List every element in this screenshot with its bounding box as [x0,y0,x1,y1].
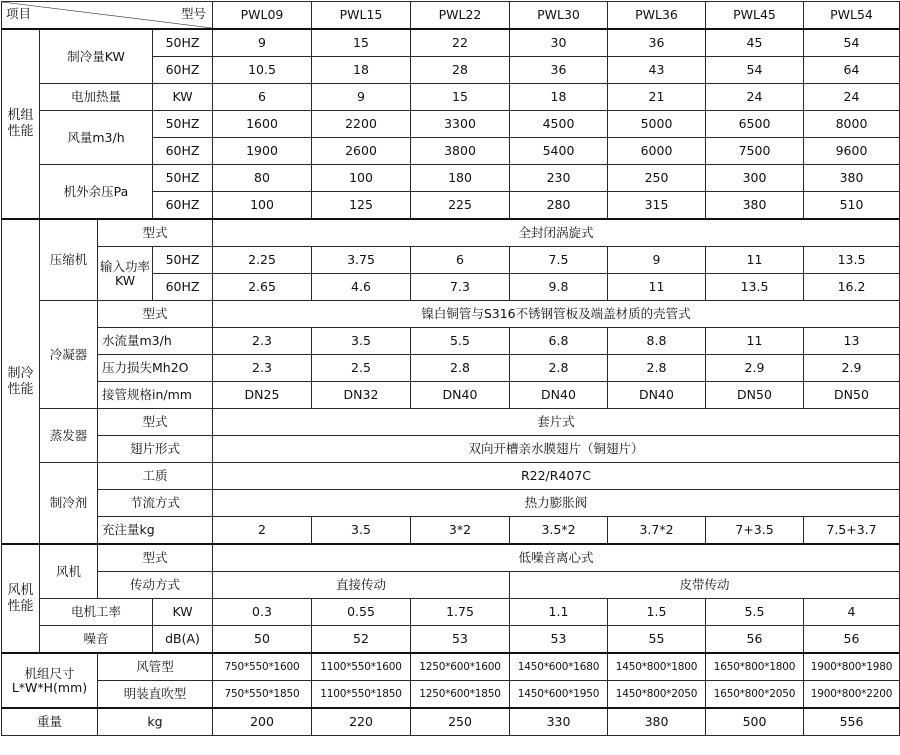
pressure-loss-value: 2.3 [213,355,312,382]
duct-dimension-value: 1450*600*1680 [510,653,608,681]
cooling-capacity-60hz: 28 [411,57,510,84]
electric-heating-value: 24 [804,84,900,111]
compressor-type-value: 全封闭涡旋式 [213,219,900,247]
weight-value: 220 [312,708,411,736]
airflow-60hz: 2600 [312,138,411,165]
compressor-power-60hz: 9.8 [510,274,608,301]
charge-label: 充注量kg [98,517,213,545]
static-pressure-50hz: 380 [804,165,900,192]
water-flow-value: 13 [804,328,900,355]
airflow-50hz: 5000 [608,111,706,138]
table-row [2,490,900,517]
freq-50hz: 50HZ [153,111,213,138]
table-row [2,2,900,30]
table-row [2,572,900,599]
weight-unit: kg [98,708,213,736]
noise-value: 50 [213,626,312,654]
table-row [2,517,900,545]
motor-power-value: 0.3 [213,599,312,626]
static-pressure-60hz: 380 [706,192,804,220]
table-row [2,165,900,192]
static-pressure-60hz: 225 [411,192,510,220]
static-pressure-50hz: 250 [608,165,706,192]
duct-type-label: 风管型 [98,653,213,681]
noise-value: 56 [706,626,804,654]
compressor-power-60hz: 16.2 [804,274,900,301]
cooling-capacity-50hz: 15 [312,29,411,57]
charge-value: 7+3.5 [706,517,804,545]
water-flow-value: 5.5 [411,328,510,355]
exposed-dimension-value: 1450*600*1950 [510,681,608,709]
table-row [2,409,900,436]
noise-value: 52 [312,626,411,654]
static-pressure-50hz: 80 [213,165,312,192]
cooling-capacity-60hz: 64 [804,57,900,84]
pipe-spec-value: DN25 [213,382,312,409]
exposed-type-label: 明装直吹型 [98,681,213,709]
electric-heating-label: 电加热量 [40,84,153,111]
duct-dimension-value: 750*550*1600 [213,653,312,681]
spec-table [1,1,900,736]
charge-value: 3*2 [411,517,510,545]
evaporator-type-label: 型式 [98,409,213,436]
freq-60hz: 60HZ [153,138,213,165]
compressor-power-50hz: 7.5 [510,247,608,274]
exposed-dimension-value: 1450*800*2050 [608,681,706,709]
airflow-60hz: 1900 [213,138,312,165]
table-row [2,328,900,355]
electric-heating-value: 9 [312,84,411,111]
medium-label: 工质 [98,463,213,490]
water-flow-label: 水流量m3/h [98,328,213,355]
static-pressure-label: 机外余压Pa [40,165,153,220]
pipe-spec-value: DN50 [804,382,900,409]
airflow-50hz: 2200 [312,111,411,138]
weight-value: 380 [608,708,706,736]
pipe-spec-value: DN32 [312,382,411,409]
table-row [2,219,900,247]
table-row [2,382,900,409]
compressor-power-50hz: 3.75 [312,247,411,274]
compressor-power-50hz: 6 [411,247,510,274]
weight-value: 500 [706,708,804,736]
cooling-capacity-60hz: 43 [608,57,706,84]
airflow-60hz: 7500 [706,138,804,165]
exposed-dimension-value: 750*550*1850 [213,681,312,709]
pressure-loss-label: 压力损失Mh2O [98,355,213,382]
model-header: PWL22 [411,2,510,30]
cooling-capacity-50hz: 30 [510,29,608,57]
charge-value: 3.7*2 [608,517,706,545]
static-pressure-60hz: 315 [608,192,706,220]
group-unit-performance: 机组性能 [2,29,40,219]
freq-50hz: 50HZ [153,165,213,192]
compressor-power-60hz: 7.3 [411,274,510,301]
airflow-60hz: 9600 [804,138,900,165]
compressor-power-60hz: 11 [608,274,706,301]
evaporator-type-value: 套片式 [213,409,900,436]
cooling-capacity-50hz: 9 [213,29,312,57]
pipe-spec-value: DN40 [411,382,510,409]
condenser-type-value: 镍白铜管与S316不锈钢管板及端盖材质的壳管式 [213,301,900,328]
motor-unit: KW [153,599,213,626]
airflow-60hz: 6000 [608,138,706,165]
cooling-capacity-60hz: 36 [510,57,608,84]
model-header: PWL09 [213,2,312,30]
electric-heating-value: 21 [608,84,706,111]
pipe-spec-label: 接管规格in/mm [98,382,213,409]
noise-value: 53 [411,626,510,654]
weight-value: 556 [804,708,900,736]
noise-value: 55 [608,626,706,654]
static-pressure-60hz: 125 [312,192,411,220]
static-pressure-60hz: 510 [804,192,900,220]
electric-heating-value: 6 [213,84,312,111]
airflow-label: 风量m3/h [40,111,153,165]
water-flow-value: 6.8 [510,328,608,355]
header-model-label: 型号 [180,6,206,21]
freq-60hz: 60HZ [153,274,213,301]
charge-value: 3.5 [312,517,411,545]
charge-value: 7.5+3.7 [804,517,900,545]
throttle-value: 热力膨胀阀 [213,490,900,517]
pressure-loss-value: 2.8 [608,355,706,382]
exposed-dimension-value: 1100*550*1850 [312,681,411,709]
table-row [2,626,900,654]
table-row [2,708,900,736]
drive-label: 传动方式 [98,572,213,599]
fan-label: 风机 [40,544,98,599]
motor-power-value: 1.1 [510,599,608,626]
model-header: PWL15 [312,2,411,30]
airflow-50hz: 1600 [213,111,312,138]
table-row [2,653,900,681]
duct-dimension-value: 1250*600*1600 [411,653,510,681]
duct-dimension-value: 1650*800*1800 [706,653,804,681]
charge-value: 2 [213,517,312,545]
table-row [2,355,900,382]
group-fan-performance: 风机性能 [2,544,40,653]
model-header: PWL30 [510,2,608,30]
header-item-label: 项目 [6,6,32,21]
cooling-capacity-label: 制冷量KW [40,29,153,84]
pipe-spec-value: DN40 [608,382,706,409]
freq-50hz: 50HZ [153,247,213,274]
duct-dimension-value: 1450*800*1800 [608,653,706,681]
table-row [2,436,900,463]
static-pressure-50hz: 300 [706,165,804,192]
electric-heating-value: 15 [411,84,510,111]
duct-dimension-value: 1900*800*1980 [804,653,900,681]
model-header: PWL54 [804,2,900,30]
pipe-spec-value: DN40 [510,382,608,409]
static-pressure-50hz: 100 [312,165,411,192]
header-item-model-cell [2,2,213,30]
compressor-label: 压缩机 [40,219,98,301]
table-row [2,247,900,274]
water-flow-value: 2.3 [213,328,312,355]
table-row [2,681,900,709]
spec-table-container [1,1,899,753]
fin-type-value: 双向开槽亲水膜翅片（铜翅片） [213,436,900,463]
compressor-power-50hz: 11 [706,247,804,274]
static-pressure-50hz: 230 [510,165,608,192]
evaporator-label: 蒸发器 [40,409,98,463]
exposed-dimension-value: 1900*800*2200 [804,681,900,709]
condenser-type-label: 型式 [98,301,213,328]
dimensions-label [2,653,98,708]
cooling-capacity-50hz: 45 [706,29,804,57]
charge-value: 3.5*2 [510,517,608,545]
condenser-label: 冷凝器 [40,301,98,409]
fan-type-value: 低噪音离心式 [213,544,900,572]
dimensions-label-line2: L*W*H(mm) [11,679,88,695]
cooling-capacity-60hz: 18 [312,57,411,84]
pressure-loss-value: 2.9 [706,355,804,382]
static-pressure-60hz: 100 [213,192,312,220]
cooling-capacity-60hz: 54 [706,57,804,84]
water-flow-value: 3.5 [312,328,411,355]
dimensions-label-line1: 机组尺寸 [24,665,75,681]
model-header: PWL36 [608,2,706,30]
exposed-dimension-value: 1650*800*2050 [706,681,804,709]
cooling-capacity-60hz: 10.5 [213,57,312,84]
airflow-50hz: 4500 [510,111,608,138]
refrigerant-label: 制冷剂 [40,463,98,545]
motor-power-value: 1.5 [608,599,706,626]
table-row [2,544,900,572]
electric-heating-value: 18 [510,84,608,111]
table-row [2,599,900,626]
motor-power-value: 1.75 [411,599,510,626]
compressor-power-60hz: 13.5 [706,274,804,301]
motor-power-label: 电机工率 [40,599,153,626]
table-row [2,29,900,57]
airflow-60hz: 3800 [411,138,510,165]
cooling-capacity-50hz: 36 [608,29,706,57]
table-row [2,463,900,490]
group-cooling-performance: 制冷性能 [2,219,40,544]
weight-value: 200 [213,708,312,736]
compressor-power-50hz: 9 [608,247,706,274]
pipe-spec-value: DN50 [706,382,804,409]
model-header: PWL45 [706,2,804,30]
throttle-label: 节流方式 [98,490,213,517]
freq-60hz: 60HZ [153,192,213,220]
freq-60hz: 60HZ [153,57,213,84]
static-pressure-50hz: 180 [411,165,510,192]
airflow-50hz: 6500 [706,111,804,138]
compressor-type-label: 型式 [98,219,213,247]
airflow-60hz: 5400 [510,138,608,165]
duct-dimension-value: 1100*550*1600 [312,653,411,681]
table-row [2,301,900,328]
motor-power-value: 5.5 [706,599,804,626]
compressor-power-50hz: 13.5 [804,247,900,274]
fan-type-label: 型式 [98,544,213,572]
pressure-loss-value: 2.5 [312,355,411,382]
drive-direct-value: 直接传动 [213,572,510,599]
water-flow-value: 11 [706,328,804,355]
medium-value: R22/R407C [213,463,900,490]
table-row [2,84,900,111]
cooling-capacity-50hz: 22 [411,29,510,57]
static-pressure-60hz: 280 [510,192,608,220]
cooling-capacity-50hz: 54 [804,29,900,57]
motor-power-value: 0.55 [312,599,411,626]
weight-value: 330 [510,708,608,736]
fin-type-label: 翅片形式 [98,436,213,463]
water-flow-value: 8.8 [608,328,706,355]
exposed-dimension-value: 1250*600*1850 [411,681,510,709]
table-row [2,111,900,138]
noise-label: 噪音 [40,626,153,654]
spec-table-body [2,2,900,736]
airflow-50hz: 8000 [804,111,900,138]
weight-value: 250 [411,708,510,736]
compressor-power-label: 输入功率KW [98,247,153,301]
electric-heating-value: 24 [706,84,804,111]
noise-value: 56 [804,626,900,654]
freq-50hz: 50HZ [153,29,213,57]
drive-belt-value: 皮带传动 [510,572,900,599]
pressure-loss-value: 2.8 [411,355,510,382]
compressor-power-60hz: 4.6 [312,274,411,301]
motor-power-value: 4 [804,599,900,626]
weight-label: 重量 [2,708,98,736]
noise-unit: dB(A) [153,626,213,654]
heating-unit: KW [153,84,213,111]
pressure-loss-value: 2.8 [510,355,608,382]
compressor-power-60hz: 2.65 [213,274,312,301]
compressor-power-50hz: 2.25 [213,247,312,274]
noise-value: 53 [510,626,608,654]
pressure-loss-value: 2.9 [804,355,900,382]
airflow-50hz: 3300 [411,111,510,138]
